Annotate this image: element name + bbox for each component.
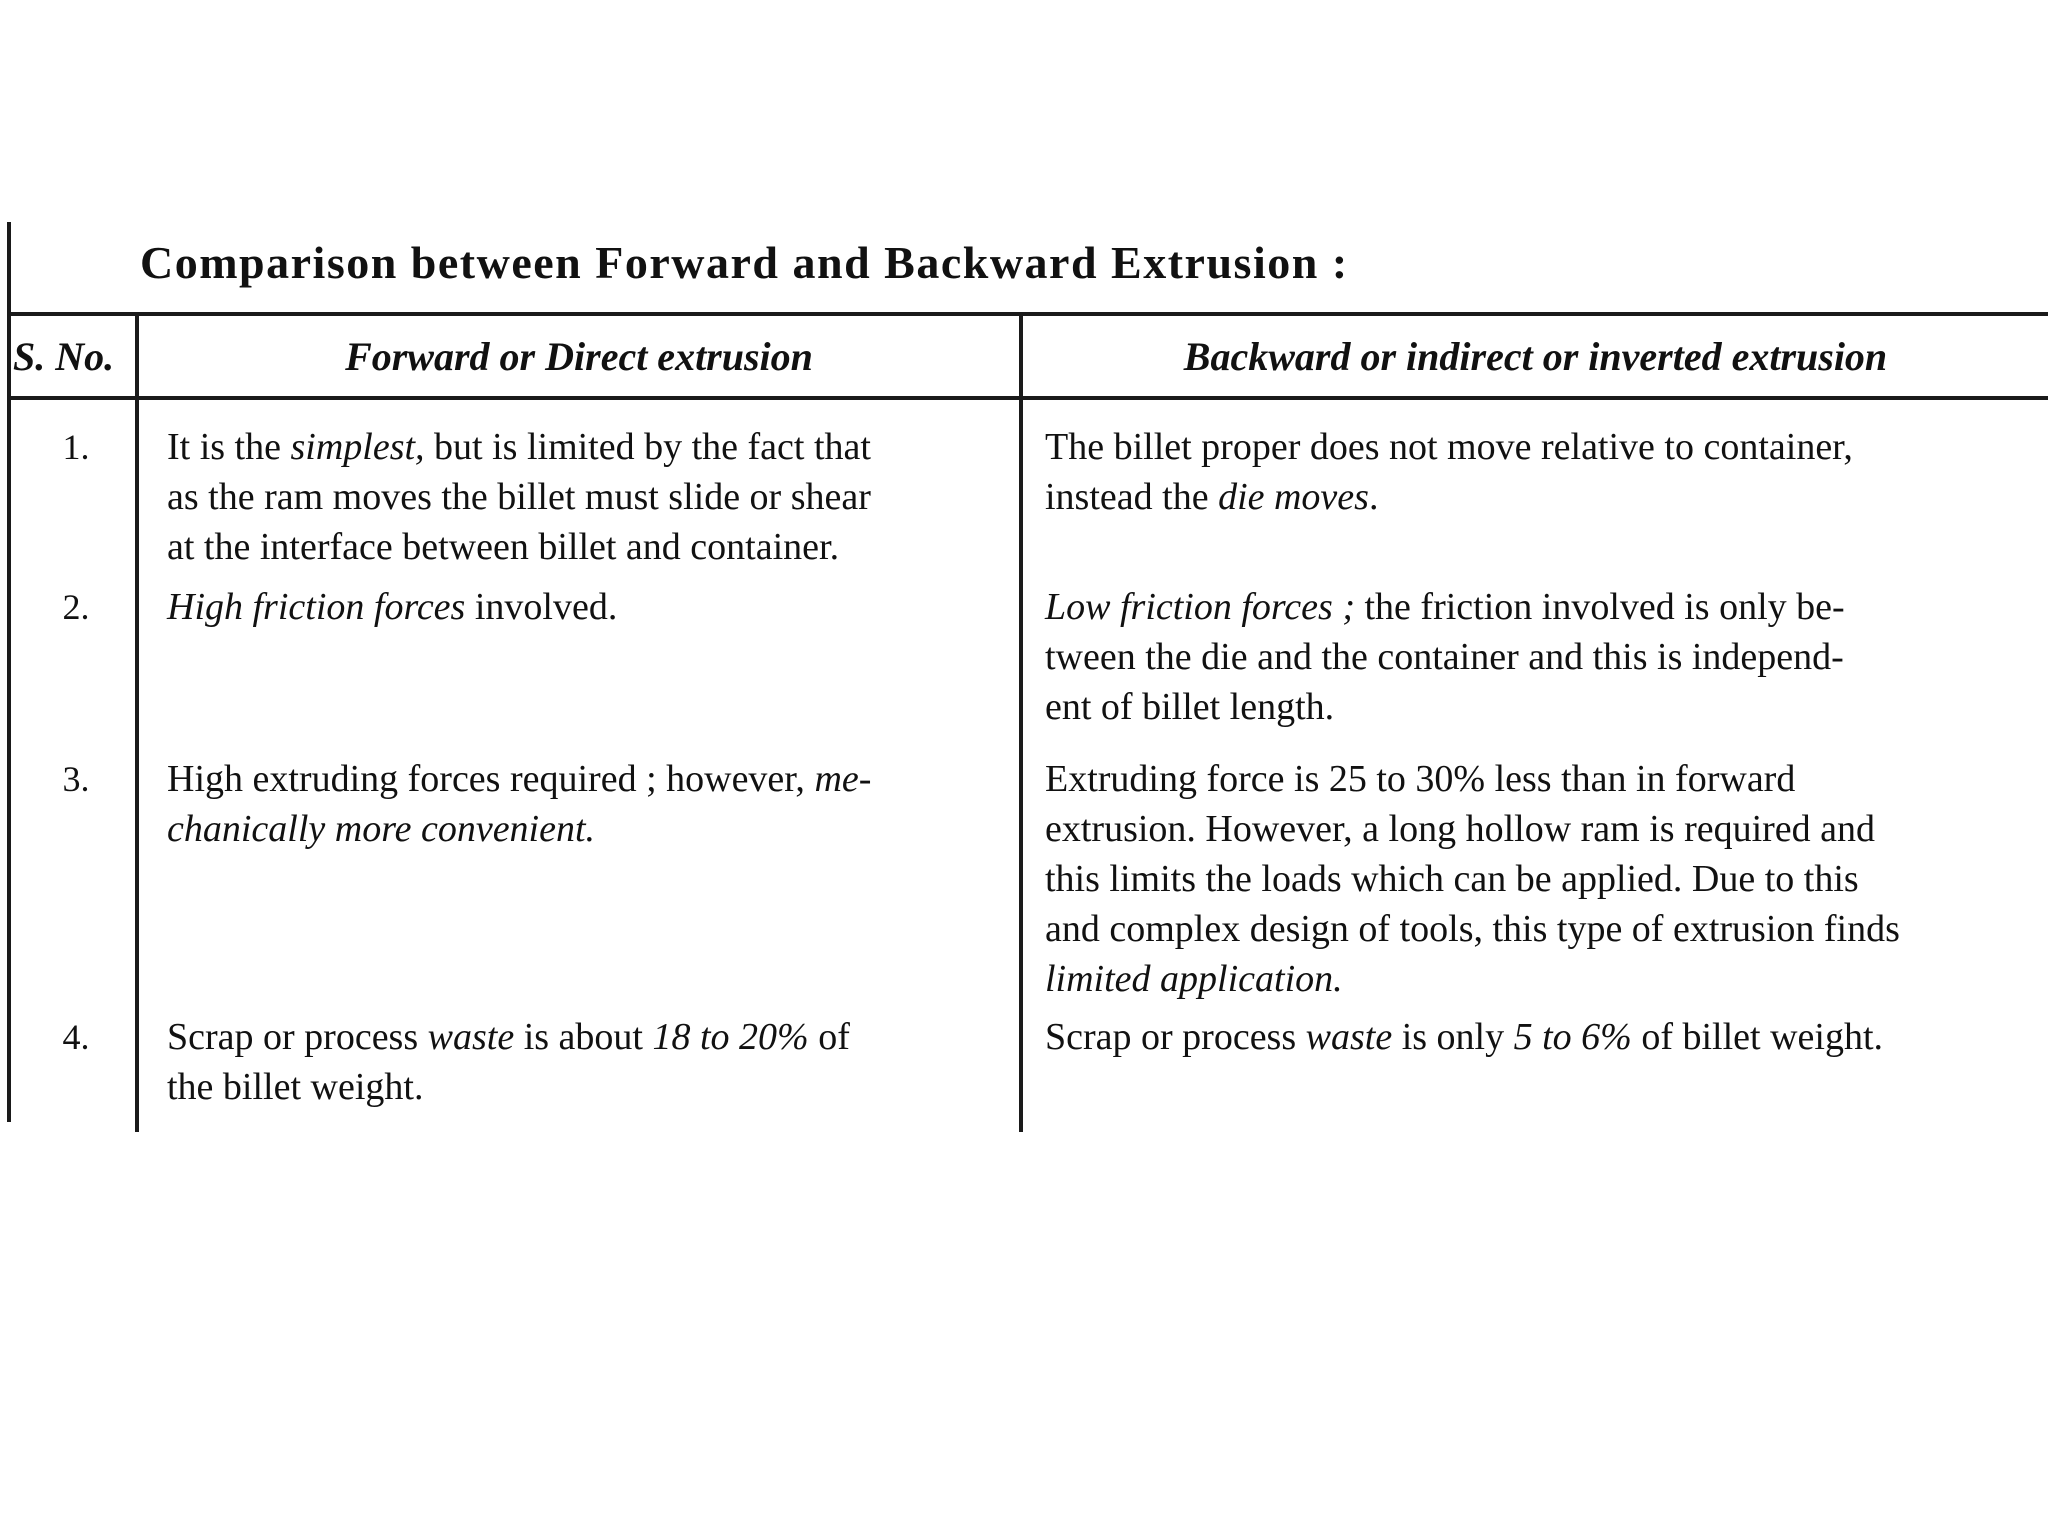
italic-text: chanically more convenient. bbox=[167, 808, 596, 850]
text-line bbox=[167, 472, 997, 522]
header-sno: S. No. bbox=[7, 314, 137, 398]
text-line bbox=[1045, 804, 2048, 854]
text-line bbox=[1045, 904, 2048, 954]
backward-cell bbox=[1021, 754, 2048, 1012]
text-line bbox=[1045, 854, 2048, 904]
text-segment: is about bbox=[514, 1016, 653, 1058]
header-forward: Forward or Direct extrusion bbox=[137, 314, 1021, 398]
text-segment: Scrap or process bbox=[1045, 1016, 1306, 1058]
forward-cell bbox=[137, 754, 1021, 1012]
table-heading: Comparison between Forward and Backward Extrusion : bbox=[140, 237, 1349, 288]
italic-text: die moves bbox=[1218, 476, 1369, 518]
italic-text: Low friction forces ; bbox=[1045, 586, 1355, 628]
text-line bbox=[1045, 582, 2048, 632]
row-number: 3. bbox=[7, 754, 137, 1012]
header-backward: Backward or indirect or inverted extrusion bbox=[1021, 314, 2048, 398]
italic-text: waste bbox=[1305, 1016, 1393, 1058]
text-line bbox=[1045, 954, 2048, 1004]
table-row bbox=[7, 582, 2048, 754]
text-line bbox=[1045, 422, 2048, 472]
text-segment: as the ram moves the billet must slide or shear bbox=[167, 476, 871, 518]
forward-cell bbox=[137, 1012, 1021, 1132]
row-number: 1. bbox=[7, 398, 137, 582]
table-row bbox=[7, 398, 2048, 582]
text-segment: extrusion. However, a long hollow ram is required and bbox=[1045, 808, 1876, 850]
text-segment: Scrap or process bbox=[167, 1016, 428, 1058]
text-segment: the friction involved is only be- bbox=[1354, 586, 1845, 628]
italic-text: limited application. bbox=[1045, 958, 1343, 1000]
text-line bbox=[167, 1012, 997, 1062]
text-segment: High extruding forces required ; however, bbox=[167, 758, 815, 800]
text-line bbox=[167, 1062, 997, 1112]
table-row bbox=[7, 1012, 2048, 1132]
backward-cell bbox=[1021, 398, 2048, 582]
text-segment: is only bbox=[1392, 1016, 1514, 1058]
text-segment: at the interface between billet and container. bbox=[167, 526, 840, 568]
text-segment: Extruding force is 25 to 30% less than in forward bbox=[1045, 758, 1796, 800]
text-line bbox=[1045, 682, 2048, 732]
text-line bbox=[167, 582, 997, 632]
text-line bbox=[167, 804, 997, 854]
text-segment: of bbox=[808, 1016, 850, 1058]
text-segment: tween the die and the container and this is independ- bbox=[1045, 636, 1844, 678]
table-row bbox=[7, 754, 2048, 1012]
backward-cell bbox=[1021, 582, 2048, 754]
text-segment: but is limited by the fact that bbox=[424, 426, 871, 468]
text-line bbox=[167, 754, 997, 804]
text-line bbox=[167, 522, 997, 572]
text-line bbox=[1045, 632, 2048, 682]
row-number: 4. bbox=[7, 1012, 137, 1132]
text-segment: involved. bbox=[465, 586, 618, 628]
text-segment: this limits the loads which can be applied. Due to this bbox=[1045, 858, 1859, 900]
backward-cell bbox=[1021, 1012, 2048, 1132]
comparison-table bbox=[7, 312, 2048, 1132]
italic-text: 5 to 6% bbox=[1513, 1016, 1632, 1058]
text-segment: and complex design of tools, this type of extrusion finds bbox=[1045, 908, 1900, 950]
text-line bbox=[1045, 472, 2048, 522]
text-line bbox=[1045, 1012, 2048, 1062]
italic-text: me- bbox=[814, 758, 872, 800]
text-segment: instead the bbox=[1045, 476, 1219, 518]
italic-text: simplest, bbox=[290, 426, 425, 468]
text-segment: . bbox=[1368, 476, 1379, 518]
italic-text: waste bbox=[427, 1016, 515, 1058]
header-row bbox=[7, 314, 2048, 398]
forward-cell bbox=[137, 398, 1021, 582]
text-segment: the billet weight. bbox=[167, 1066, 424, 1108]
text-segment: It is the bbox=[167, 426, 291, 468]
row-number: 2. bbox=[7, 582, 137, 754]
text-segment: The billet proper does not move relative to container, bbox=[1045, 426, 1853, 468]
italic-text: 18 to 20% bbox=[652, 1016, 809, 1058]
text-segment: of billet weight. bbox=[1631, 1016, 1884, 1058]
italic-text: High friction forces bbox=[167, 586, 466, 628]
text-line bbox=[1045, 754, 2048, 804]
text-line bbox=[167, 422, 997, 472]
text-segment: ent of billet length. bbox=[1045, 686, 1335, 728]
forward-cell bbox=[137, 582, 1021, 754]
